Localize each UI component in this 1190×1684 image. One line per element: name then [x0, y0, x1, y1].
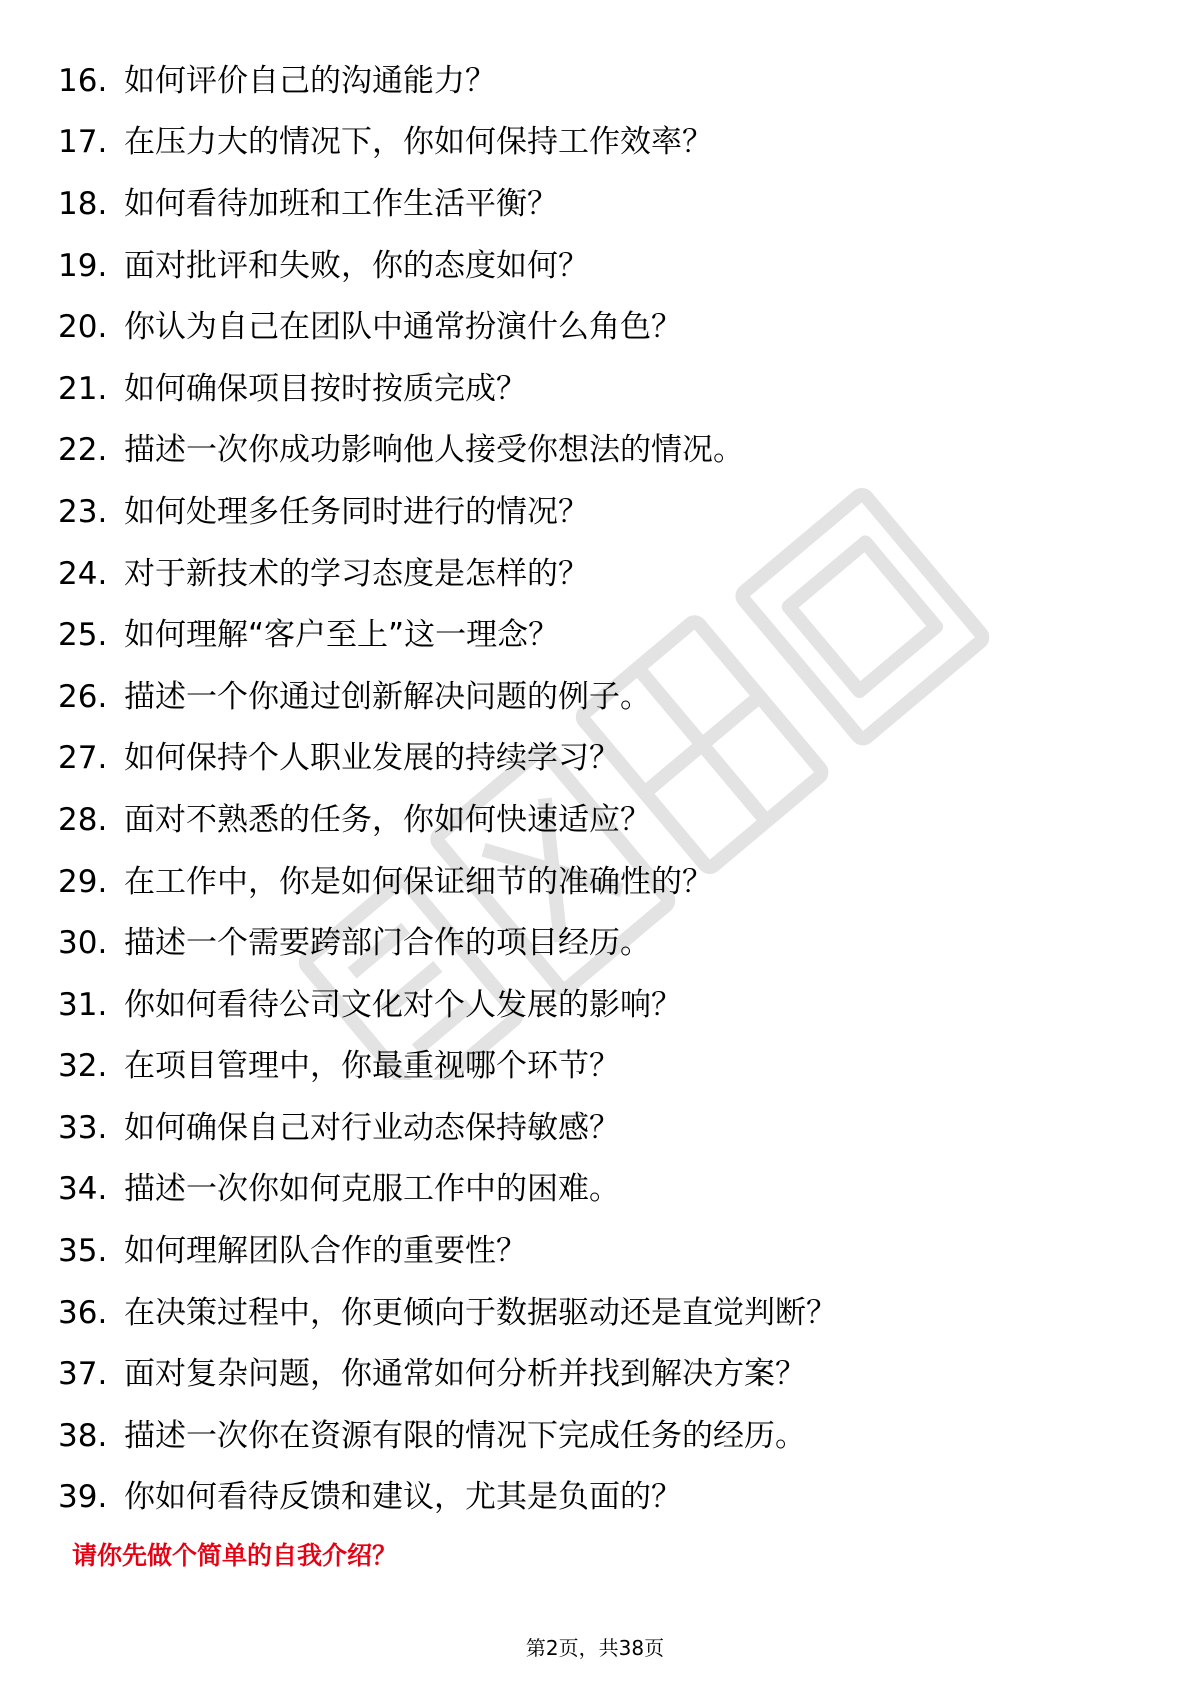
question-item [58, 1467, 1118, 1529]
question-text: 在工作中，你是如何保证细节的准确性的？ [124, 863, 713, 900]
question-text: 如何确保自己对行业动态保持敏感？ [124, 1109, 620, 1146]
question-text: 如何理解“客户至上”这一理念？ [124, 617, 560, 654]
question-item [58, 296, 1118, 358]
question-number: 32. [58, 1048, 108, 1085]
question-text: 描述一次你如何克服工作中的困难。 [124, 1171, 620, 1208]
question-number: 18. [58, 185, 108, 222]
question-number: 20. [58, 309, 108, 346]
question-text: 如何理解团队合作的重要性？ [124, 1233, 527, 1270]
question-item [58, 543, 1118, 605]
question-item [58, 1159, 1118, 1221]
section-heading: 请你先做个简单的自我介绍？ [72, 1541, 398, 1570]
question-number: 24. [58, 555, 108, 592]
question-number: 17. [58, 124, 108, 161]
question-number: 29. [58, 863, 108, 900]
question-text: 如何评价自己的沟通能力？ [124, 62, 496, 99]
question-number: 33. [58, 1109, 108, 1146]
question-text: 在项目管理中，你最重视哪个环节？ [124, 1048, 620, 1085]
question-number: 26. [58, 678, 108, 715]
question-text: 描述一次你在资源有限的情况下完成任务的经历。 [124, 1417, 806, 1454]
question-number: 21. [58, 370, 108, 407]
question-number: 38. [58, 1417, 108, 1454]
question-number: 35. [58, 1233, 108, 1270]
question-text: 描述一个你通过创新解决问题的例子。 [124, 678, 651, 715]
question-text: 描述一次你成功影响他人接受你想法的情况。 [124, 432, 744, 469]
question-number: 30. [58, 925, 108, 962]
question-number: 23. [58, 493, 108, 530]
question-item [58, 604, 1118, 666]
question-text: 对于新技术的学习态度是怎样的？ [124, 555, 589, 592]
question-list [58, 50, 1118, 1528]
question-text: 在压力大的情况下，你如何保持工作效率？ [124, 124, 713, 161]
question-number: 25. [58, 617, 108, 654]
question-item [58, 851, 1118, 913]
question-item [58, 1343, 1118, 1405]
question-number: 34. [58, 1171, 108, 1208]
question-text: 你认为自己在团队中通常扮演什么角色？ [124, 309, 682, 346]
question-text: 在决策过程中，你更倾向于数据驱动还是直觉判断？ [124, 1294, 837, 1331]
question-item [58, 358, 1118, 420]
question-number: 37. [58, 1356, 108, 1393]
question-item [58, 1282, 1118, 1344]
question-number: 31. [58, 986, 108, 1023]
question-item [58, 173, 1118, 235]
question-item [58, 1220, 1118, 1282]
question-item [58, 481, 1118, 543]
question-text: 你如何看待公司文化对个人发展的影响？ [124, 986, 682, 1023]
question-text: 如何处理多任务同时进行的情况？ [124, 493, 589, 530]
question-text: 描述一个需要跨部门合作的项目经历。 [124, 925, 651, 962]
question-number: 22. [58, 432, 108, 469]
question-item [58, 666, 1118, 728]
question-text: 面对复杂问题，你通常如何分析并找到解决方案？ [124, 1356, 806, 1393]
question-number: 19. [58, 247, 108, 284]
question-item [58, 974, 1118, 1036]
question-item [58, 1405, 1118, 1467]
question-number: 28. [58, 801, 108, 838]
question-text: 面对批评和失败，你的态度如何？ [124, 247, 589, 284]
question-text: 如何保持个人职业发展的持续学习？ [124, 740, 620, 777]
question-text: 面对不熟悉的任务，你如何快速适应？ [124, 801, 651, 838]
question-item [58, 50, 1118, 112]
question-number: 39. [58, 1479, 108, 1516]
question-number: 16. [58, 62, 108, 99]
question-item [58, 728, 1118, 790]
question-item [58, 912, 1118, 974]
question-text: 如何确保项目按时按质完成？ [124, 370, 527, 407]
question-number: 36. [58, 1294, 108, 1331]
question-item [58, 420, 1118, 482]
question-number: 27. [58, 740, 108, 777]
question-item [58, 789, 1118, 851]
question-text: 如何看待加班和工作生活平衡？ [124, 185, 558, 222]
question-item [58, 112, 1118, 174]
page-footer: 第2页，共38页 [525, 1636, 665, 1660]
question-item [58, 1097, 1118, 1159]
question-text: 你如何看待反馈和建议，尤其是负面的？ [124, 1479, 682, 1516]
question-item [58, 235, 1118, 297]
question-item [58, 1036, 1118, 1098]
